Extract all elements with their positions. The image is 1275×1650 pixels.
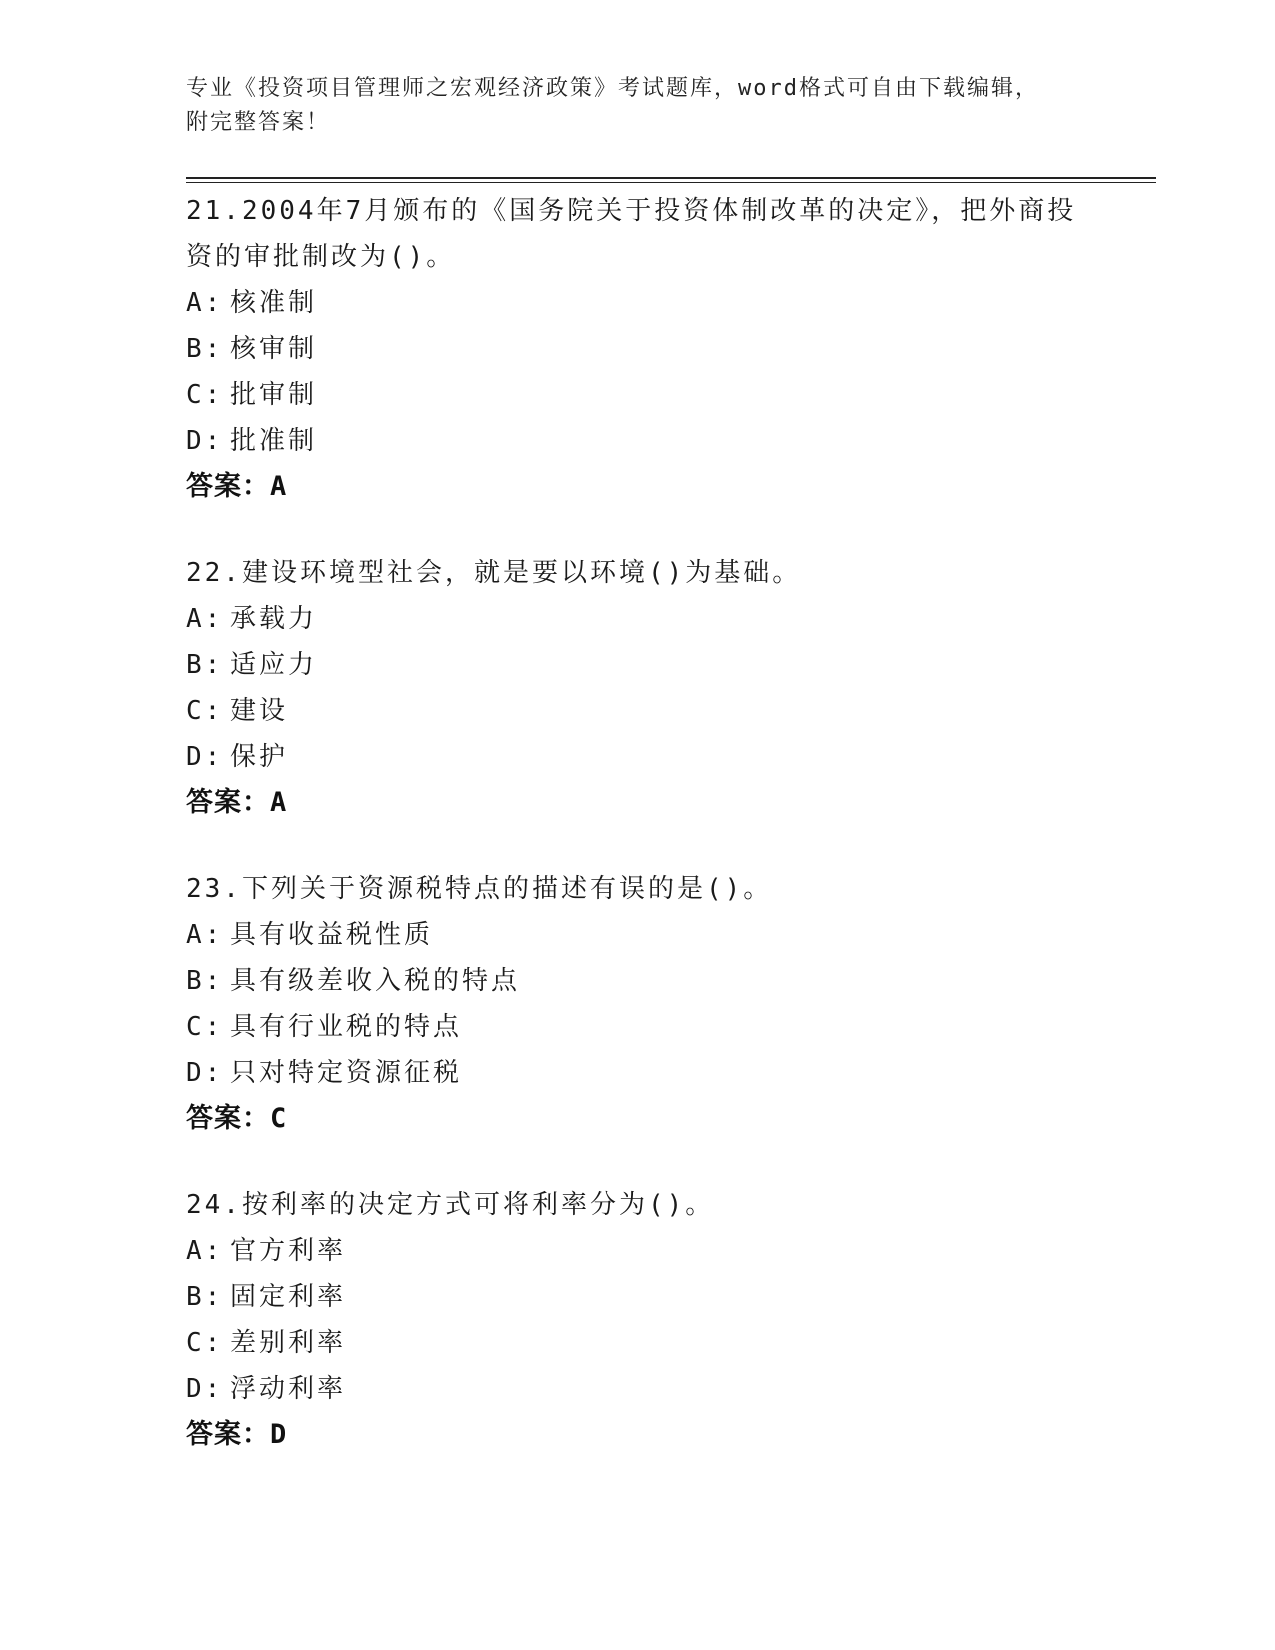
option-d [186, 1366, 1086, 1412]
option-text: 核审制 [230, 334, 318, 364]
question-stem: 24.按利率的决定方式可将利率分为()。 [186, 1190, 715, 1220]
option-c [186, 1004, 1086, 1050]
option-text: 批准制 [230, 426, 318, 456]
option-b [186, 326, 1086, 372]
option-c [186, 372, 1086, 418]
option-text: 批审制 [230, 380, 318, 410]
answer-line: 答案：A [186, 787, 288, 818]
option-text: 保护 [230, 742, 289, 772]
option-key: C: [186, 1012, 224, 1042]
document-header [186, 72, 1066, 140]
header-divider-thin [186, 182, 1156, 183]
option-d [186, 734, 1086, 780]
header-line-1: 专业《投资项目管理师之宏观经济政策》考试题库，word格式可自由下载编辑， [186, 76, 1039, 101]
question-stem: 23.下列关于资源税特点的描述有误的是()。 [186, 874, 773, 904]
option-text: 具有行业税的特点 [230, 1012, 463, 1042]
option-key: A: [186, 288, 224, 318]
question-stem: 22.建设环境型社会，就是要以环境()为基础。 [186, 558, 802, 588]
option-key: C: [186, 380, 224, 410]
option-key: A: [186, 604, 224, 634]
answer-line: 答案：D [186, 1419, 288, 1450]
option-text: 具有级差收入税的特点 [230, 966, 521, 996]
option-key: B: [186, 650, 224, 680]
answer-line: 答案：C [186, 1103, 288, 1134]
option-c [186, 1320, 1086, 1366]
option-key: A: [186, 1236, 224, 1266]
option-key: B: [186, 1282, 224, 1312]
option-d [186, 1050, 1086, 1096]
header-line-2: 附完整答案！ [186, 110, 331, 135]
question-23 [186, 866, 1086, 1142]
option-text: 官方利率 [230, 1236, 347, 1266]
option-key: A: [186, 920, 224, 950]
question-stem: 21.2004年7月颁布的《国务院关于投资体制改革的决定》，把外商投 [186, 196, 1077, 226]
option-key: B: [186, 334, 224, 364]
option-b [186, 1274, 1086, 1320]
answer-line: 答案：A [186, 471, 288, 502]
question-list [186, 188, 1086, 1498]
option-text: 只对特定资源征税 [230, 1058, 463, 1088]
option-key: D: [186, 1058, 224, 1088]
option-key: D: [186, 742, 224, 772]
option-key: C: [186, 1328, 224, 1358]
option-key: D: [186, 1374, 224, 1404]
option-text: 建设 [230, 696, 289, 726]
option-a [186, 912, 1086, 958]
option-key: C: [186, 696, 224, 726]
question-24 [186, 1182, 1086, 1458]
question-21 [186, 188, 1086, 510]
option-a [186, 280, 1086, 326]
option-a [186, 1228, 1086, 1274]
option-text: 差别利率 [230, 1328, 347, 1358]
option-c [186, 688, 1086, 734]
option-text: 具有收益税性质 [230, 920, 434, 950]
question-stem-continued: 资的审批制改为()。 [186, 242, 456, 272]
option-text: 核准制 [230, 288, 318, 318]
option-key: D: [186, 426, 224, 456]
header-divider-thick [186, 177, 1156, 179]
option-key: B: [186, 966, 224, 996]
option-text: 固定利率 [230, 1282, 347, 1312]
option-text: 适应力 [230, 650, 318, 680]
option-text: 浮动利率 [230, 1374, 347, 1404]
option-d [186, 418, 1086, 464]
question-22 [186, 550, 1086, 826]
option-b [186, 642, 1086, 688]
option-text: 承载力 [230, 604, 318, 634]
option-b [186, 958, 1086, 1004]
option-a [186, 596, 1086, 642]
